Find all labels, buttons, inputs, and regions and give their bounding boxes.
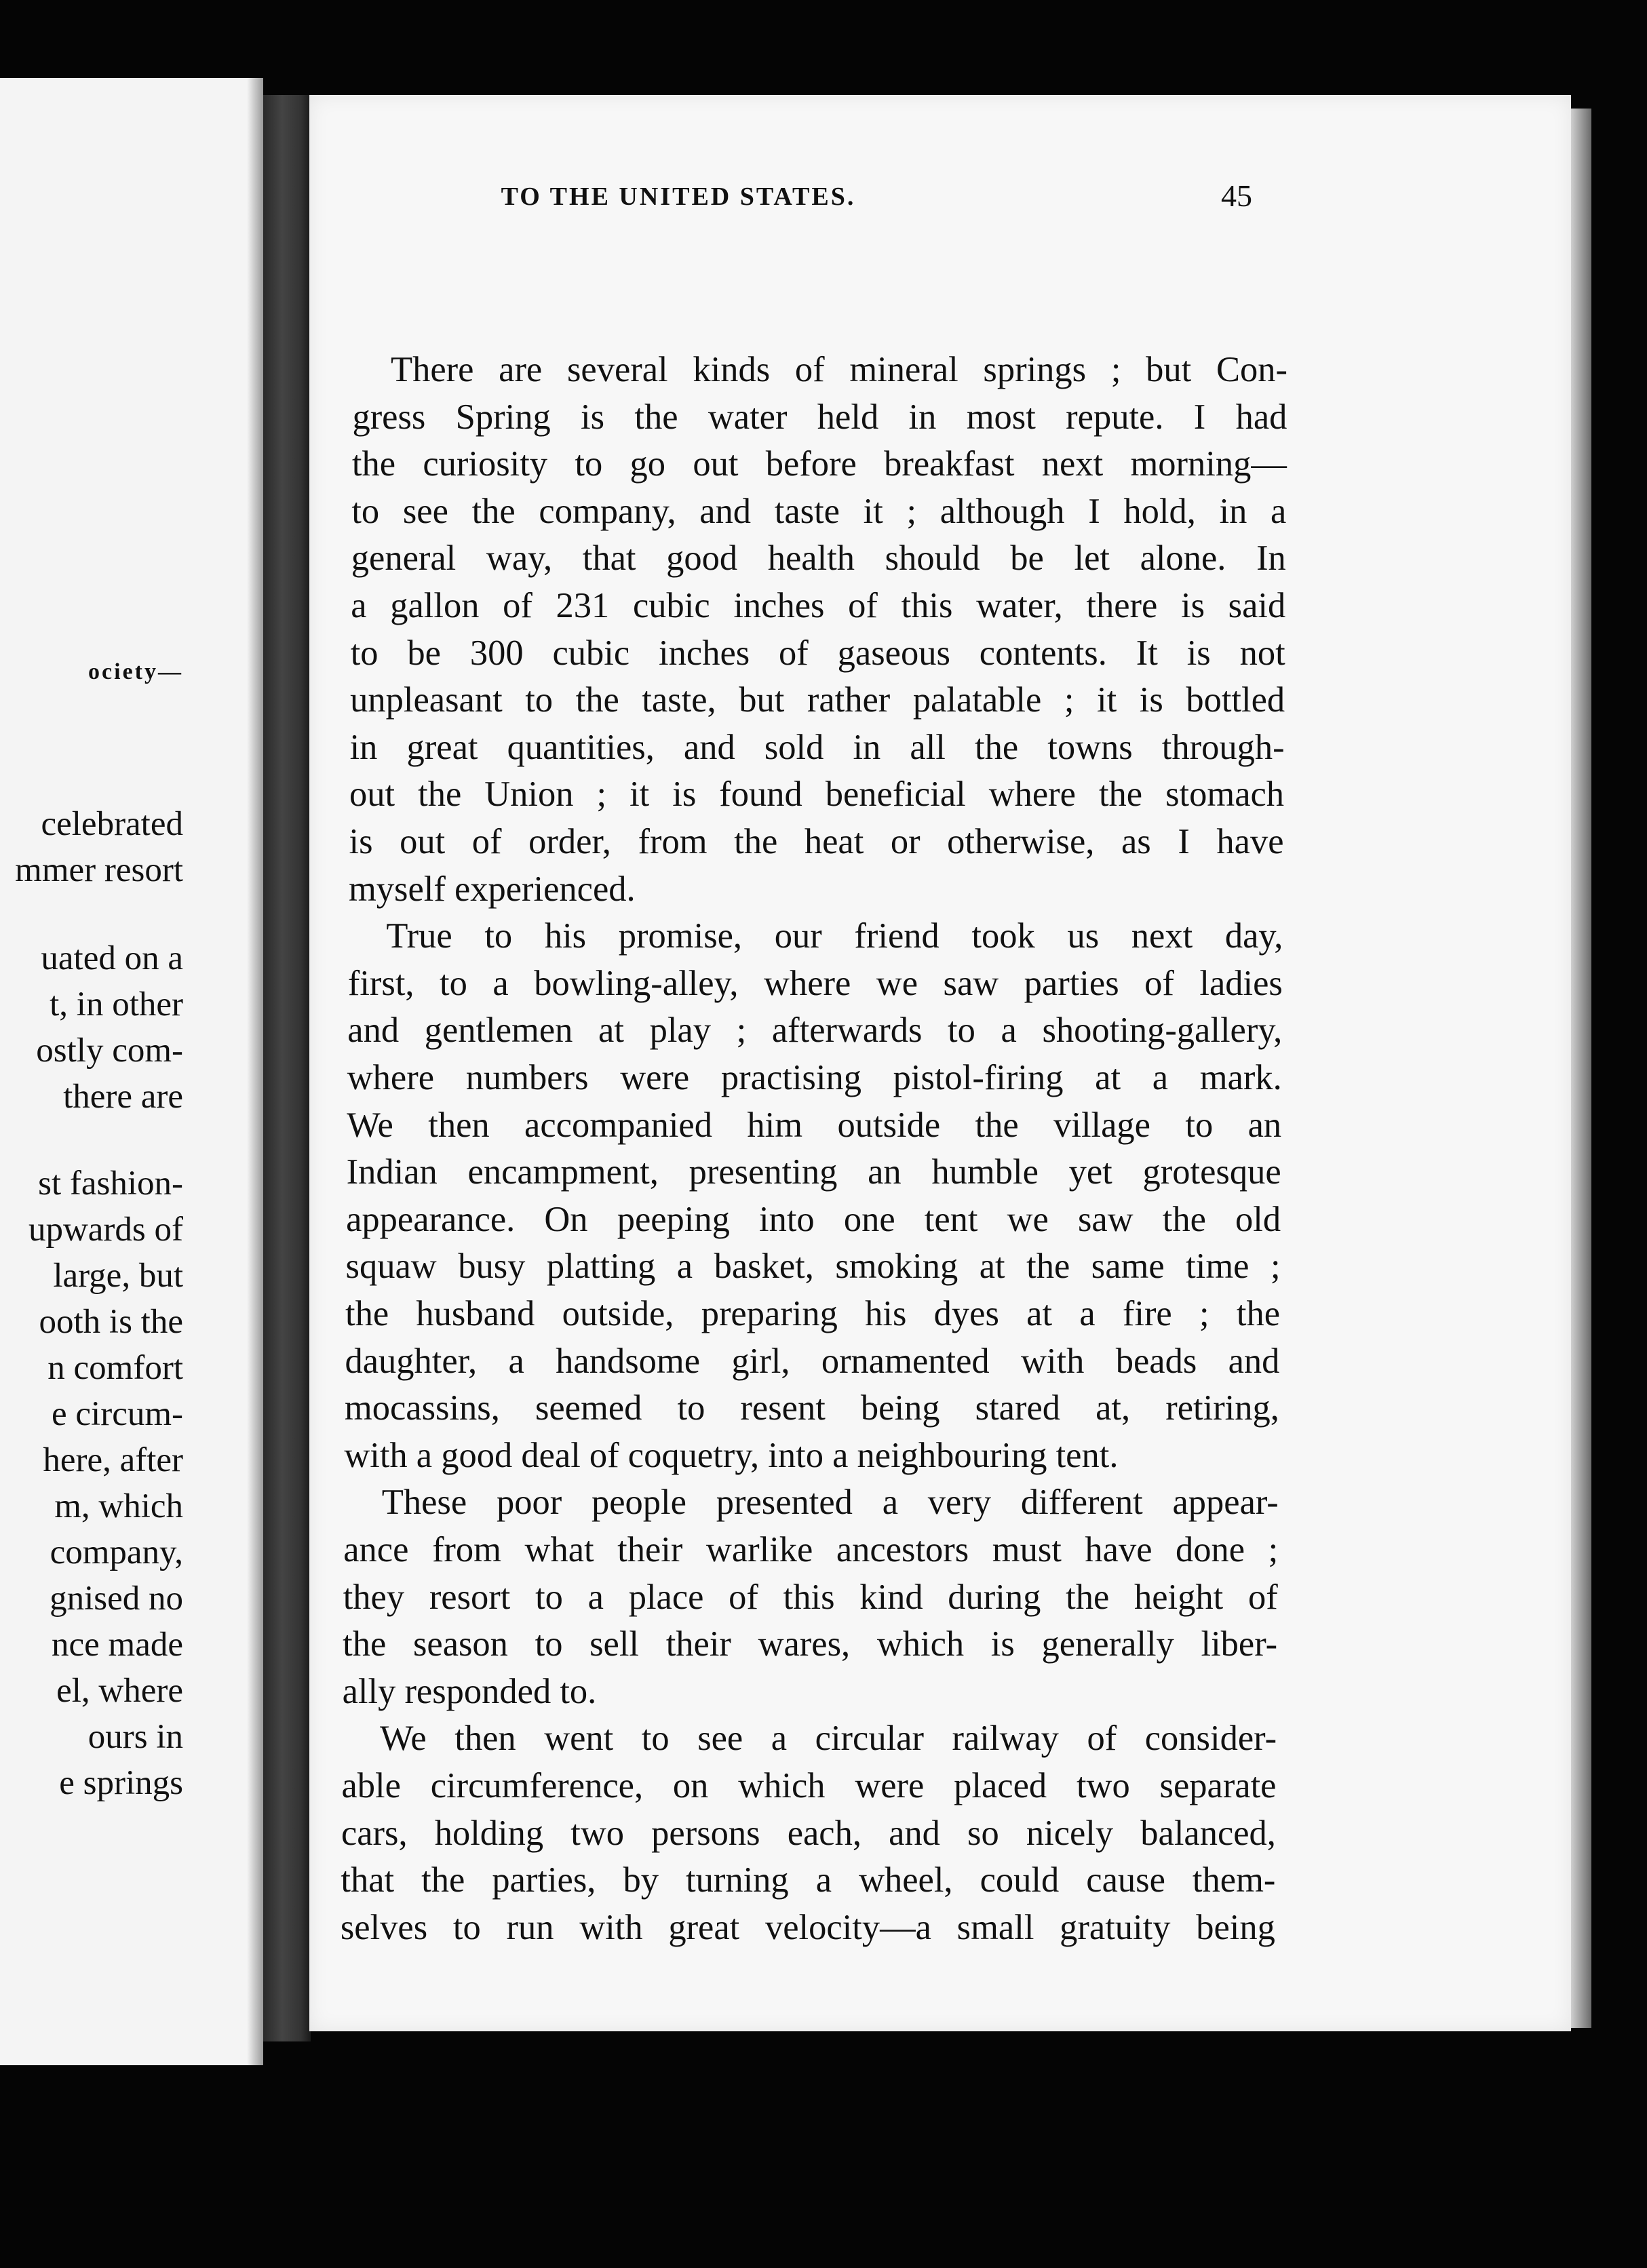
text-line: the husband outside, preparing his dyes at a fire ; the	[345, 1294, 1280, 1333]
text-line: is out of order, from the heat or otherwise, as I have	[349, 822, 1284, 861]
facing-page-line: company,	[50, 1533, 183, 1571]
facing-page-line: st fashion-	[38, 1165, 183, 1203]
facing-page-line: upwards of	[28, 1211, 183, 1249]
facing-page-line: here, after	[43, 1441, 183, 1479]
text-line: they resort to a place of this kind during the height of	[343, 1577, 1278, 1617]
facing-page-line: nce made	[52, 1626, 183, 1664]
text-line: a gallon of 231 cubic inches of this water, there is said	[351, 586, 1286, 625]
text-line: squaw busy platting a basket, smoking at the same time ;	[345, 1247, 1281, 1287]
text-line: first, to a bowling-alley, where we saw parties of ladies	[347, 963, 1283, 1003]
facing-page-line: gnised no	[50, 1580, 183, 1618]
facing-page-line: there are	[63, 1078, 183, 1116]
facing-page-line: large, but	[53, 1257, 183, 1295]
text-line: mocassins, seemed to resent being stared at, retiring,	[344, 1388, 1279, 1428]
facing-page-line: ours in	[88, 1718, 183, 1756]
facing-page-line: celebrated	[41, 805, 183, 843]
text-line: We then accompanied him outside the village to an	[347, 1105, 1282, 1145]
text-line: True to his promise, our friend took us next day,	[386, 916, 1283, 956]
text-line: where numbers were practising pistol-firing at a mark.	[347, 1058, 1282, 1097]
text-line: able circumference, on which were placed two separate	[341, 1766, 1277, 1805]
text-line: cars, holding two persons each, and so nicely balanced,	[341, 1813, 1276, 1853]
text-line: gress Spring is the water held in most repute. I had	[352, 397, 1287, 437]
facing-page-line: ostly com-	[36, 1032, 183, 1070]
text-line: the season to sell their wares, which is generally liber-	[343, 1624, 1278, 1664]
text-line: to see the company, and taste it ; although I hold, in a	[351, 491, 1287, 531]
text-line: myself experienced.	[348, 869, 636, 909]
running-head: TO THE UNITED STATES.	[501, 182, 856, 211]
facing-page-line: t, in other	[50, 985, 183, 1023]
page-number: 45	[1221, 178, 1252, 213]
text-line: appearance. On peeping into one tent we saw the old	[346, 1199, 1281, 1239]
facing-page-line: e springs	[59, 1764, 183, 1802]
facing-page-line: el, where	[56, 1672, 183, 1710]
facing-page-line: e circum-	[52, 1395, 183, 1433]
facing-page-line: m, which	[54, 1487, 183, 1525]
text-line: These poor people presented a very different appear-	[381, 1483, 1279, 1523]
text-line: to be 300 cubic inches of gaseous contents. It is not	[350, 633, 1285, 673]
text-line: ally responded to.	[342, 1671, 597, 1711]
facing-page-line: ociety—	[88, 659, 183, 684]
text-line: the curiosity to go out before breakfast next morning—	[351, 444, 1287, 484]
text-line: out the Union ; it is found beneficial where the stomach	[349, 775, 1285, 815]
text-line: general way, that good health should be let alone. In	[351, 539, 1286, 579]
text-line: ance from what their warlike ancestors must have done ;	[343, 1530, 1279, 1569]
text-line: that the parties, by turning a wheel, could cause them-	[341, 1860, 1276, 1900]
facing-page-line: ooth is the	[39, 1303, 183, 1341]
facing-page-line: n comfort	[47, 1349, 183, 1387]
text-line: and gentlemen at play ; afterwards to a shooting-gallery,	[347, 1011, 1283, 1051]
text-line: with a good deal of coquetry, into a neighbouring tent.	[344, 1435, 1119, 1475]
facing-page-line: uated on a	[41, 939, 183, 977]
text-line: in great quantities, and sold in all the towns through-	[349, 727, 1285, 767]
text-line: daughter, a handsome girl, ornamented with beads and	[345, 1341, 1280, 1381]
text-line: selves to run with great velocity—a small gratuity being	[340, 1907, 1275, 1947]
text-line: There are several kinds of mineral springs ; but Con-	[391, 350, 1287, 389]
text-line: unpleasant to the taste, but rather palatable ; it is bottled	[350, 680, 1285, 720]
text-line: We then went to see a circular railway of consider-	[380, 1719, 1277, 1759]
text-line: Indian encampment, presenting an humble yet grotesque	[346, 1152, 1281, 1192]
facing-page-line: mmer resort	[15, 851, 183, 889]
